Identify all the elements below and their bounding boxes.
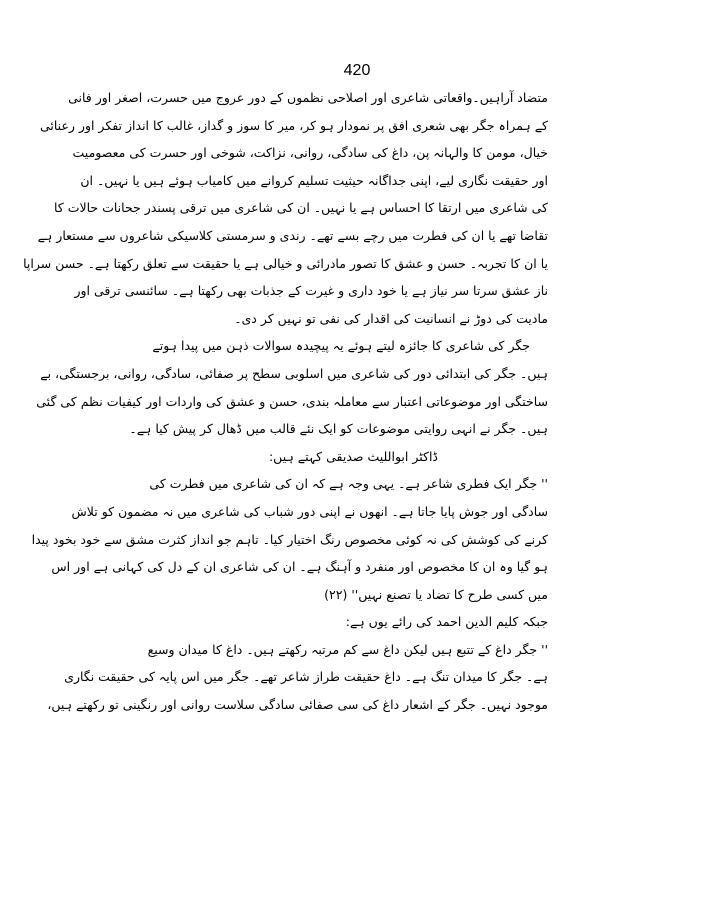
urdu-body-text (23, 84, 548, 719)
text-line: اور حقیقت نگاری لیے، اپنی جداگانہ حیثیت تسلیم کروانے میں کامیاب ہوئے ہیں یا نہیں۔ ان (80, 172, 548, 188)
quote-line: '' جگر ایک فطری شاعر ہے۔ یہی وجہ ہے کہ ان کی شاعری میں فطرت کی (149, 476, 548, 492)
page-number: 420 (343, 62, 371, 79)
quote-attribution: جبکہ کلیم الدین احمد کی رائے یوں ہے: (345, 614, 548, 630)
text-line: ہیں۔ جگر نے انہی روایتی موضوعات کو ایک نئے قالب میں ڈھال کر پیش کیا ہے۔ (129, 421, 548, 437)
quote-line: '' جگر داغ کے تتبع ہیں لیکن داغ سے کم مرتبہ رکھتے ہیں۔ داغ کا میدان وسیع (147, 641, 548, 657)
text-line: جگر کی شاعری کا جائزہ لیتے ہوئے یہ پیچیدہ سوالات ذہن میں پیدا ہوتے (152, 338, 530, 354)
text-line: کی شاعری میں ارتقا کا احساس ہے یا نہیں۔ ان کی شاعری میں ترقی پسندر جحانات حالات کا (53, 200, 548, 216)
text-line: یا ان کا تجربہ۔ حسن و عشق کا تصور مادرائی و خیالی ہے یا حقیقت سے تعلق رکھتا ہے۔ حسن سراپا (23, 255, 548, 271)
quote-attribution: ڈاکٹر ابواللیث صدیقی کہتے ہیں: (268, 448, 438, 464)
text-line: تقاضا تھے یا ان کی فطرت میں رچے بسے تھے۔ رندی و سرمستی کلاسیکی شاعروں سے مستعار ہے (37, 227, 548, 243)
quote-line: ہو گیا وہ ان کا مخصوص اور منفرد و آہنگ ہے۔ ان کی شاعری ان کے دل کی کہانی ہے اور اس (51, 559, 548, 575)
text-line: ناز عشق سرتا سر نیاز ہے یا خود داری و غیرت کے جذبات بھی رکھتا ہے۔ سائنسی ترقی اور (74, 283, 548, 299)
quote-line: میں کسی طرح کا تضاد یا تصنع نہیں'' (۲۲) (324, 586, 548, 602)
quote-line: کرنے کی کوشش کی نہ کوئی مخصوص رنگ اختیار کیا۔ تاہم جو انداز کثرت مشق سے خود بخود پیدا (31, 531, 548, 547)
quote-line: سادگی اور جوش پایا جاتا ہے۔ انھوں نے اپنی دور شباب کی شاعری میں نہ مضمون کو تلاش (71, 503, 548, 519)
quote-line: ہے۔ جگر کا میدان تنگ ہے۔ داغ حقیقت طراز شاعر تھے۔ جگر میں اس پایہ کی حقیقت نگاری (64, 669, 548, 685)
text-line: مادیت کی دوڑ نے انسانیت کی اقدار کی نفی تو نہیں کر دی۔ (234, 310, 548, 326)
text-line: کے ہمراہ جگر بھی شعری افق پر نمودار ہو کر، میر کا سوز و گداز، غالب کا انداز تفکر اور رعنائی (39, 117, 548, 133)
text-line: ساختگی اور موضوعاتی اعتبار سے معاملہ بندی، حسن و عشق کی واردات اور کیفیات نظم کی گئی (36, 393, 548, 409)
text-line: خیال، مومن کا والہانہ پن، داغ کی سادگی، روانی، نزاکت، شوخی اور حسرت کی معصومیت (72, 145, 548, 161)
quote-line: موجود نہیں۔ جگر کے اشعار داغ کی سی صفائی سادگی سلاست روانی اور رنگینی تو رکھتے ہیں، (47, 697, 548, 713)
text-line: ہیں۔ جگر کی ابتدائی دور کی شاعری میں اسلوبی سطح پر صفائی، سادگی، روانی، برجستگی، بے (40, 365, 548, 381)
text-line: متضاد آراہیں۔واقعاتی شاعری اور اصلاحی نظموں کے دور عروج میں حسرت، اصغر اور فانی (68, 90, 548, 105)
